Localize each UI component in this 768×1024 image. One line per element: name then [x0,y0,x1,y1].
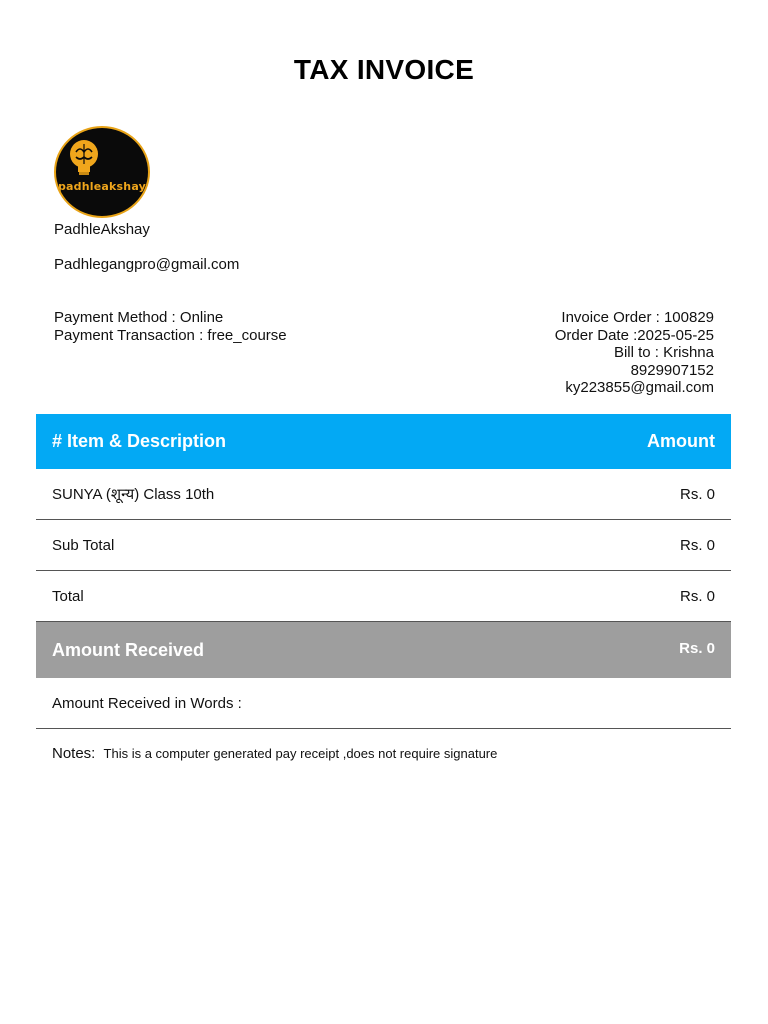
logo-wordmark: padhleakshay [57,180,146,193]
lightbulb-brain-icon [56,128,148,216]
item-amount: Rs. 0 [679,485,715,503]
bill-to-email: ky223855@gmail.com [565,379,714,396]
seller-name: PadhleAkshay [54,221,150,238]
total-label: Total [52,587,84,605]
invoice-table [36,414,731,729]
invoice-title: TAX INVOICE [293,54,475,85]
total-row [36,571,731,622]
notes-text: This is a computer generated pay receipt ,does not require signature [103,746,498,761]
amount-received-label: Amount Received [52,639,205,660]
notes [52,745,497,762]
notes-label: Notes: [52,745,96,762]
header-item-description: # Item & Description [52,431,227,451]
amount-in-words-label: Amount Received in Words : [52,694,242,712]
amount-received-value: Rs. 0 [679,640,715,657]
total-amount: Rs. 0 [679,587,715,605]
bill-to-phone: 8929907152 [630,361,714,379]
company-logo [54,126,150,218]
seller-email: Padhlegangpro@gmail.com [54,256,240,273]
amount-received-row [36,622,731,678]
payment-method: Payment Method : Online [54,309,224,326]
invoice-order: Invoice Order : 100829 [561,309,714,326]
invoice-info [555,309,714,397]
header-amount: Amount [647,431,715,451]
subtotal-label: Sub Total [52,536,115,554]
bill-to: Bill to : Krishna [613,344,714,361]
order-date: Order Date :2025-05-25 [554,326,714,344]
amount-in-words-row [36,678,731,729]
item-description: SUNYA (शून्य) Class 10th [52,486,215,503]
table-header [36,414,731,469]
payment-transaction: Payment Transaction : free_course [54,326,287,344]
table-row [36,469,731,520]
subtotal-row [36,520,731,571]
subtotal-amount: Rs. 0 [679,536,715,554]
payment-info [54,309,287,344]
